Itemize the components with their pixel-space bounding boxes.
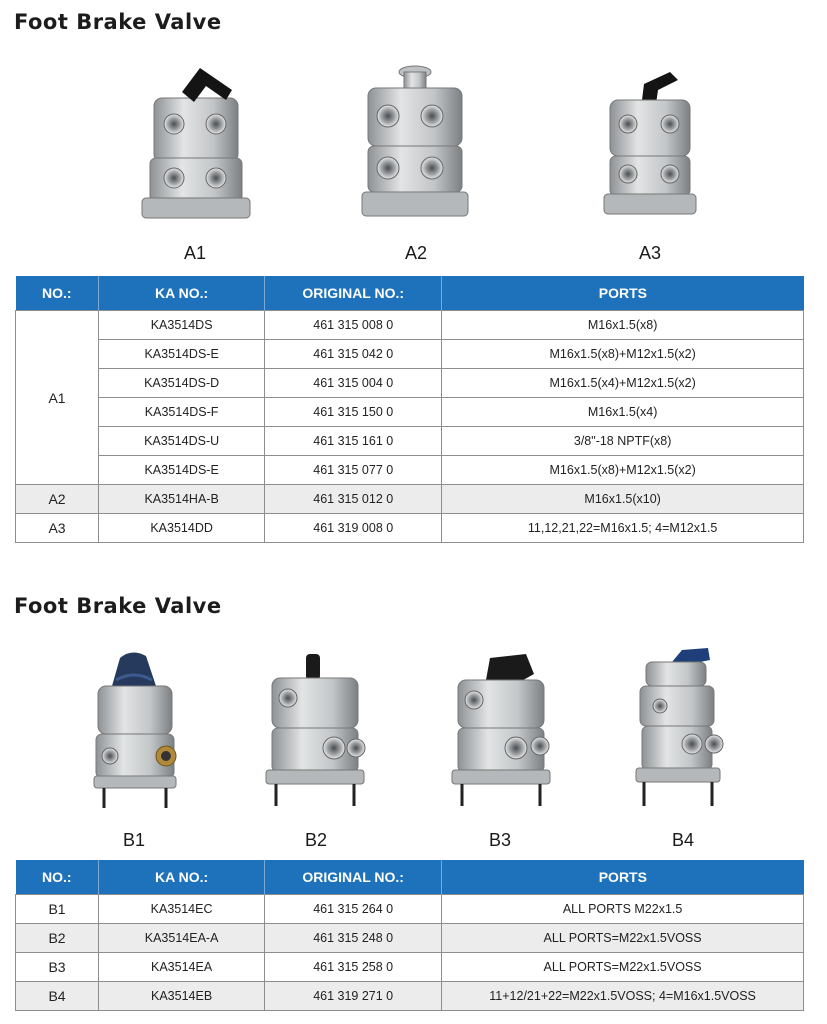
table-row [16,369,804,398]
no-cell: B1 [16,895,99,924]
table-row [16,398,804,427]
valve-image-a1 [130,62,260,232]
parts-table-b [15,860,804,1011]
product-label: B1 [122,830,146,850]
ka-no-cell: KA3514EA [99,953,265,982]
ka-no-cell: KA3514DD [99,514,265,543]
product-label: B4 [671,830,695,850]
table-row [16,924,804,953]
header-ports: PORTS [442,860,804,895]
original-no-cell: 461 315 012 0 [265,485,442,514]
valve-image-a2 [358,60,473,230]
ports-cell: ALL PORTS=M22x1.5VOSS [442,924,804,953]
ports-cell: ALL PORTS M22x1.5 [442,895,804,924]
ports-cell: M16x1.5(x8)+M12x1.5(x2) [442,456,804,485]
ports-cell: ALL PORTS=M22x1.5VOSS [442,953,804,982]
table-header [16,860,804,895]
ka-no-cell: KA3514DS [99,311,265,340]
product-label: A1 [183,243,207,263]
original-no-cell: 461 315 248 0 [265,924,442,953]
header-ka-no: KA NO.: [99,860,265,895]
ka-no-cell: KA3514HA-B [99,485,265,514]
table-row [16,514,804,543]
ports-cell: M16x1.5(x8)+M12x1.5(x2) [442,340,804,369]
original-no-cell: 461 315 004 0 [265,369,442,398]
ports-cell: M16x1.5(x4) [442,398,804,427]
parts-table-a [15,276,804,543]
no-cell: A2 [16,485,99,514]
valve-image-b2 [260,650,372,815]
header-no: NO.: [16,860,99,895]
section-title: Foot Brake Valve [14,10,222,34]
original-no-cell: 461 315 042 0 [265,340,442,369]
ports-cell: 11,12,21,22=M16x1.5; 4=M12x1.5 [442,514,804,543]
ports-cell: M16x1.5(x8) [442,311,804,340]
ka-no-cell: KA3514DS-D [99,369,265,398]
ka-no-cell: KA3514DS-F [99,398,265,427]
valve-image-b1 [80,646,190,816]
row-group-no: A1 [16,311,99,485]
header-original-no: ORIGINAL NO.: [265,276,442,311]
header-original-no: ORIGINAL NO.: [265,860,442,895]
original-no-cell: 461 315 161 0 [265,427,442,456]
table-row [16,895,804,924]
table-row [16,427,804,456]
original-no-cell: 461 319 271 0 [265,982,442,1011]
ports-cell: 11+12/21+22=M22x1.5VOSS; 4=M16x1.5VOSS [442,982,804,1011]
no-cell: A3 [16,514,99,543]
table-row [16,953,804,982]
table-row [16,311,804,340]
original-no-cell: 461 319 008 0 [265,514,442,543]
table-row [16,982,804,1011]
ka-no-cell: KA3514EB [99,982,265,1011]
ports-cell: M16x1.5(x4)+M12x1.5(x2) [442,369,804,398]
ka-no-cell: KA3514EA-A [99,924,265,953]
ports-cell: 3/8"-18 NPTF(x8) [442,427,804,456]
valve-image-b3 [446,650,558,815]
no-cell: B2 [16,924,99,953]
no-cell: B4 [16,982,99,1011]
ports-cell: M16x1.5(x10) [442,485,804,514]
original-no-cell: 461 315 264 0 [265,895,442,924]
ka-no-cell: KA3514DS-E [99,340,265,369]
product-label: A2 [404,243,428,263]
product-label: B2 [304,830,328,850]
table-row [16,485,804,514]
ka-no-cell: KA3514DS-E [99,456,265,485]
original-no-cell: 461 315 150 0 [265,398,442,427]
ka-no-cell: KA3514EC [99,895,265,924]
header-no: NO.: [16,276,99,311]
ka-no-cell: KA3514DS-U [99,427,265,456]
original-no-cell: 461 315 077 0 [265,456,442,485]
valve-image-b4 [630,644,730,814]
table-header [16,276,804,311]
original-no-cell: 461 315 008 0 [265,311,442,340]
header-ka-no: KA NO.: [99,276,265,311]
original-no-cell: 461 315 258 0 [265,953,442,982]
table-row [16,456,804,485]
valve-image-a3 [598,66,703,226]
product-label: A3 [638,243,662,263]
table-row [16,340,804,369]
header-ports: PORTS [442,276,804,311]
product-label: B3 [488,830,512,850]
no-cell: B3 [16,953,99,982]
section-title: Foot Brake Valve [14,594,222,618]
